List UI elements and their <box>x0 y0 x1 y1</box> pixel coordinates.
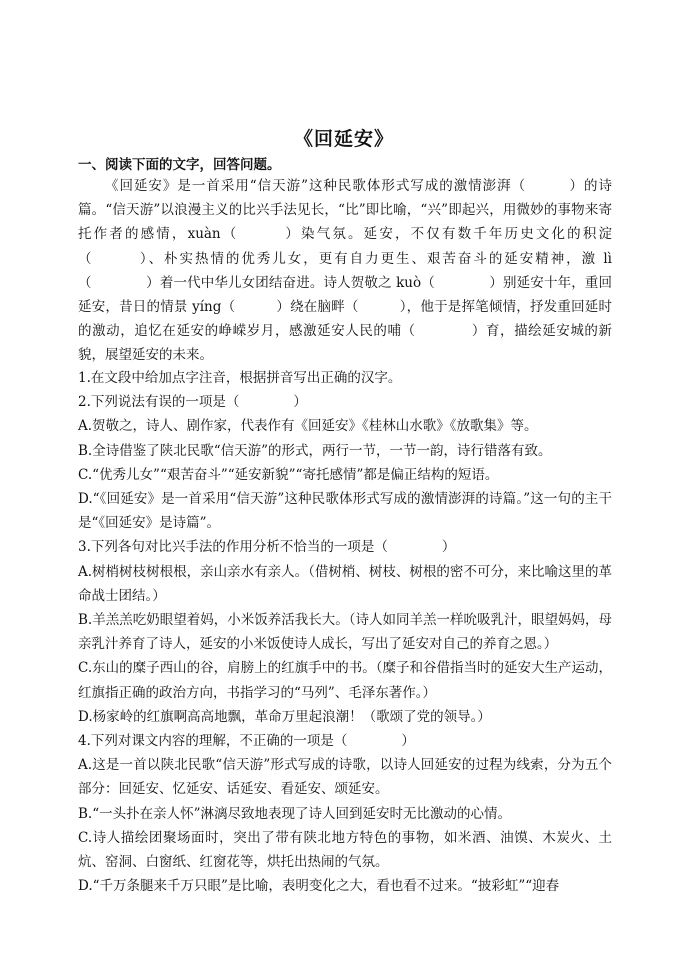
question-3-option-b: B.羊羔羔吃奶眼望着妈，小米饭养活我长大。（诗人如同羊羔一样吮吸乳汁，眼望妈妈，母亲乳汁养育了诗人，延安的小米饭使诗人成长，写出了延安对自己的养育之恩。） <box>78 612 612 653</box>
question-2-option-c: C.“优秀儿女”“艰苦奋斗”“延安新貌”“寄托感情”都是偏正结构的短语。 <box>78 466 499 483</box>
question-2-option-d: D.“《回延安》是一首采用“信天游”这种民歌体形式写成的激情澎湃的诗篇。”这一句的主干是“《回延安》是诗篇”。 <box>78 491 612 532</box>
question-2-option-b: B.全诗借鉴了陕北民歌“信天游”的形式，两行一节，一节一韵，诗行错落有致。 <box>78 442 552 459</box>
question-4-option-a: A.这是一首以陕北民歌“信天游”形式写成的诗歌，以诗人回延安的过程为线索，分为五个部分：回延安、忆延安、话延安、看延安、颂延安。 <box>78 757 612 798</box>
question-3-option-c: C.东山的糜子西山的谷，肩膀上的红旗手中的书。（糜子和谷借指当时的延安大生产运动，红旗指正确的政治方向，书指学习的“马列”、毛泽东著作。） <box>78 660 612 701</box>
section-heading: 一、阅读下面的文字，回答问题。 <box>78 157 281 173</box>
question-4-option-d: D.“千万条腿来千万只眼”是比喻，表明变化之大，看也看不过来。“披彩虹”“迎春 <box>78 878 560 895</box>
question-list <box>78 366 612 898</box>
question-1: 1.在文段中给加点字注音，根据拼音写出正确的汉字。 <box>78 370 402 386</box>
question-3: 3.下列各句对比兴手法的作用分析不恰当的一项是（ ） <box>78 539 456 556</box>
question-4-option-b: B.“一头扑在亲人怀”淋漓尽致地表现了诗人回到延安时无比激动的心情。 <box>78 805 512 822</box>
question-4: 4.下列对课文内容的理解，不正确的一项是（ ） <box>78 733 415 750</box>
question-2: 2.下列说法有误的一项是（ ） <box>78 394 307 411</box>
question-3-option-a: A.树梢树枝树根根，亲山亲水有亲人。（借树梢、树枝、树根的密不可分，来比喻这里的革命战士团结。） <box>78 563 612 604</box>
passage-paragraph: 《回延安》是一首采用“信天游”这种民歌体形式写成的激情澎湃（ ）的诗篇。“信天游”以浪漫主义的比兴手法见长，“比”即比喻，“兴”即起兴，用微妙的事物来寄托作者的感情，xuàn（ ）染气氛。延安，不仅有数千年历史文化的积淀（ ）、朴实热情的优秀儿女，更有自力更生、艰苦奋斗的延安精神，激 lì（ ）着一代中华儿女团结奋进。诗人贺敬之 kuò（ ）别延安十年，重回延安，昔日的情景 yíng（ ）绕在脑畔（ ），他于是挥笔倾情，抒发重回延时的激动，追忆在延安的峥嵘岁月，感激延安人民的哺（ ）育，描绘延安城的新貌，展望延安的未来。 <box>78 178 612 364</box>
question-4-option-c: C.诗人描绘团聚场面时，突出了带有陕北地方特色的事物，如米酒、油馍、木炭火、土炕、窑洞、白窗纸、红窗花等，烘托出热闹的气氛。 <box>78 829 612 871</box>
reading-passage <box>78 174 612 368</box>
question-3-option-d: D.杨家岭的红旗啊高高地飘，革命万里起浪潮！（歌颂了党的领导。） <box>78 708 491 725</box>
question-2-option-a: A.贺敬之，诗人、剧作家，代表作有《回延安》《桂林山水歌》《放歌集》等。 <box>78 418 538 435</box>
page-title: 《回延安》 <box>293 128 394 150</box>
